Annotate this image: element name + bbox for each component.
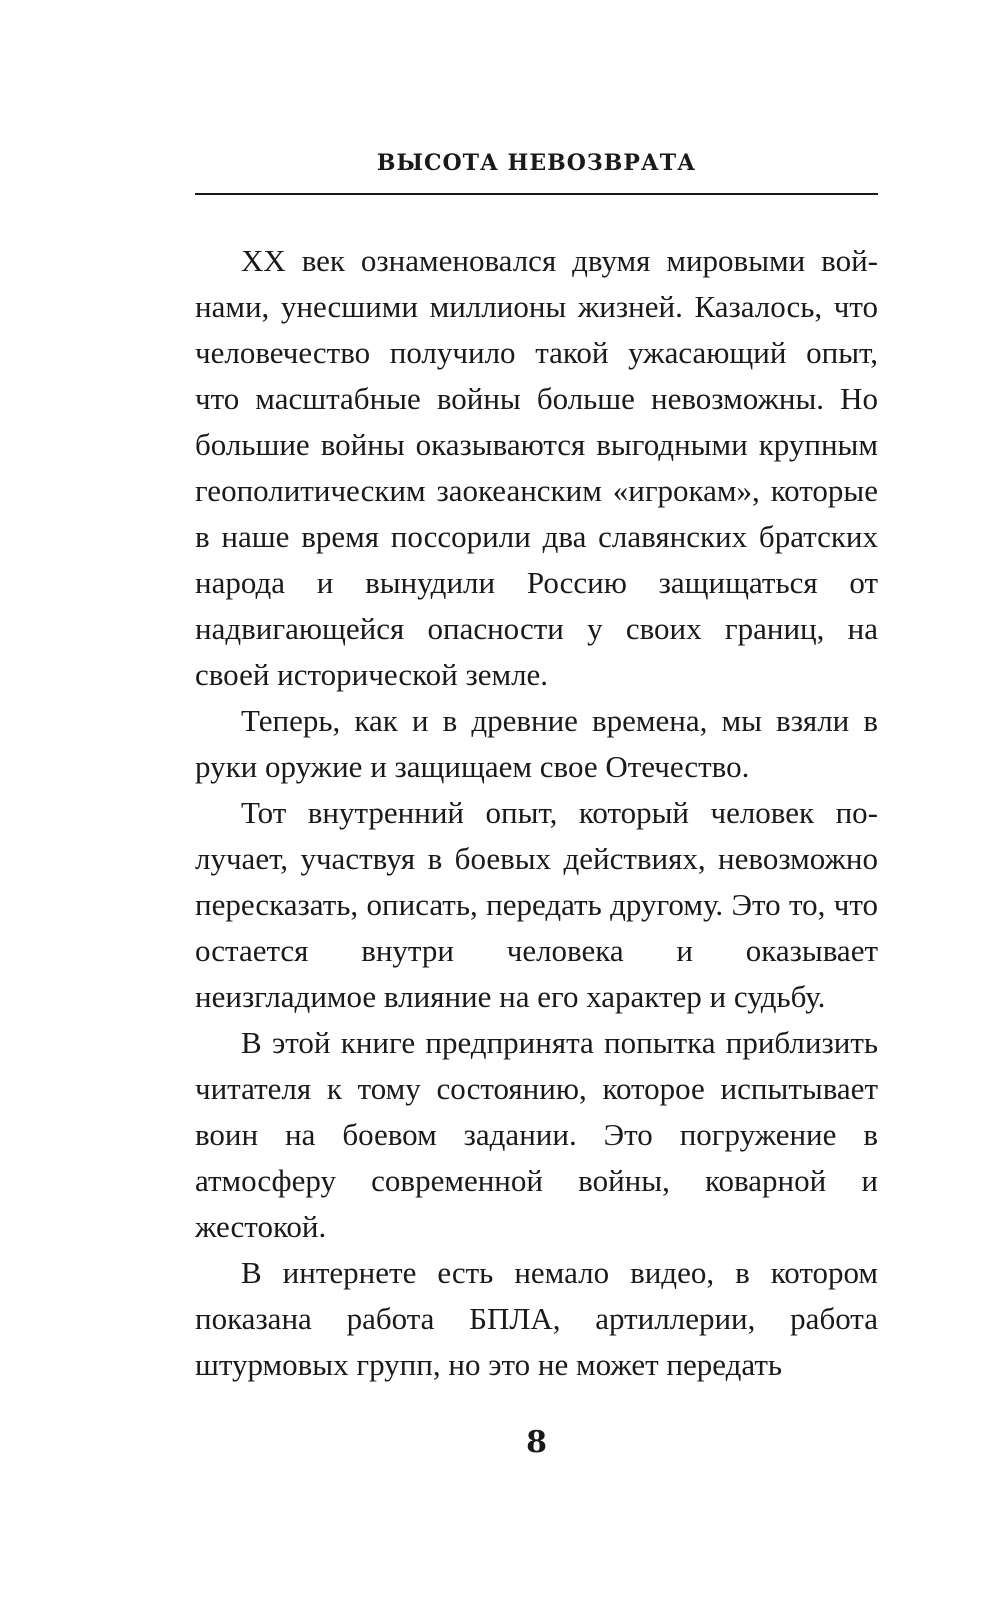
body-text bbox=[195, 238, 878, 1388]
paragraph-5: В интернете есть немало видео, в котором показана работа БПЛА, артиллерии, работа штурмовых групп, но это не может передать bbox=[195, 1255, 878, 1382]
header-rule bbox=[195, 193, 878, 195]
running-header: ВЫСОТА НЕВОЗВРАТА bbox=[376, 150, 697, 176]
paragraph-1: XX век ознаменовался двумя мировыми войнами, унесшими миллионы жизней. Казалось, что человечество получило такой ужасающий опыт, что масштабные войны больше невозможны. Но большие войны оказываются выгодными крупным геополитическим заокеанским «игрокам», которые в наше время поссорили два славянских братских народа и вынудили Россию защищаться от надвигающейся опасности у своих границ, на своей исторической земле. bbox=[195, 243, 878, 692]
paragraph-2: Теперь, как и в древние времена, мы взяли в руки оружие и защищаем свое Отечество. bbox=[195, 703, 878, 784]
paragraph-4: В этой книге предпринята попытка приблизить читателя к тому состоянию, которое испытывает воин на боевом задании. Это погружение в атмосферу современной войны, коварной и жестокой. bbox=[195, 1025, 878, 1244]
page-number: 8 bbox=[526, 1425, 547, 1460]
paragraph-3: Тот внутренний опыт, который человек получает, участвуя в боевых действиях, невозможно пересказать, описать, передать другому. Это то, что остается внутри человека и оказывает неизгладимое влияние на его характер и судьбу. bbox=[195, 795, 878, 1014]
